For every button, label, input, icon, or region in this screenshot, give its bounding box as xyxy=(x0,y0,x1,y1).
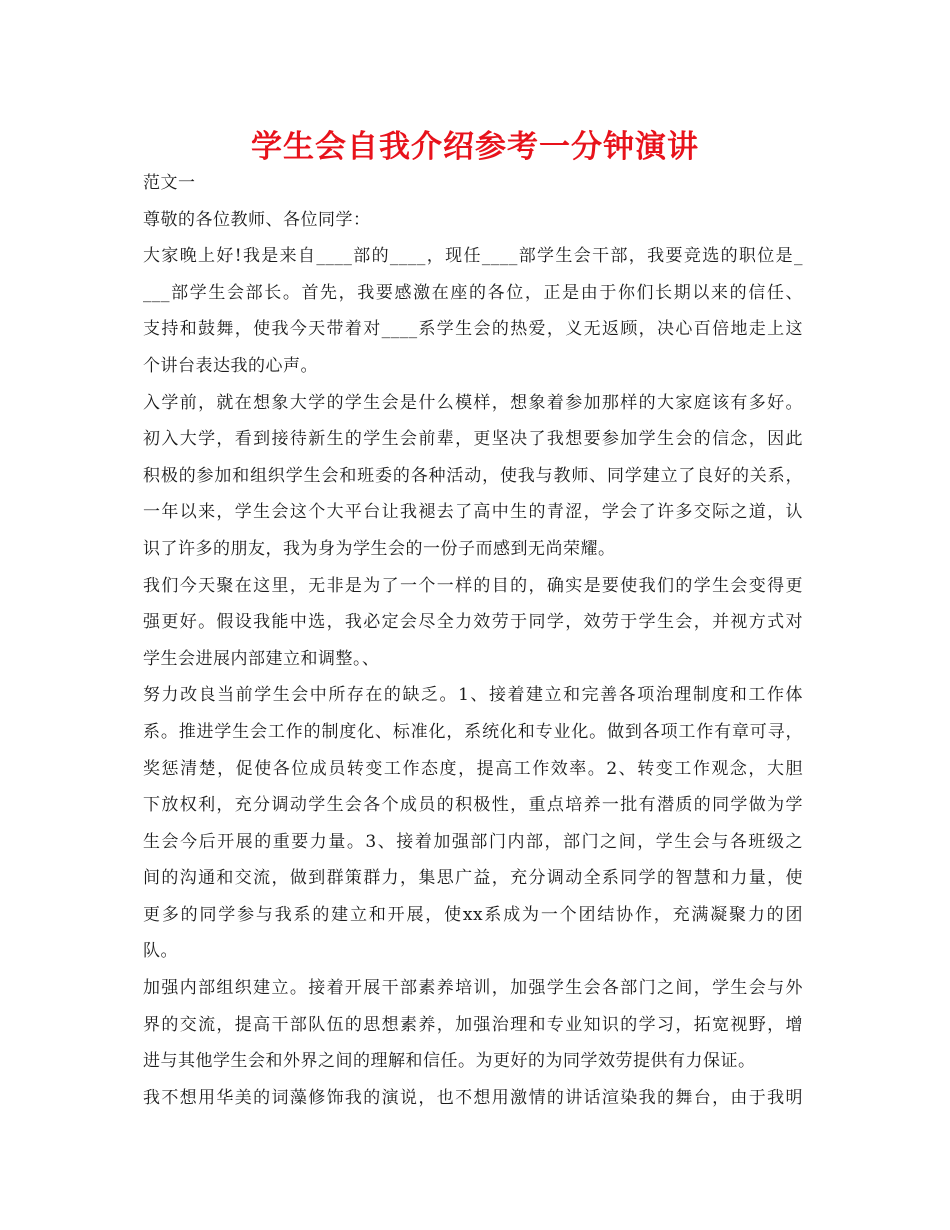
text-line: 系。推进学生会工作的制度化、标准化，系统化和专业化。做到各项工作有章可寻， xyxy=(143,721,803,742)
text-line: 进与其他学生会和外界之间的理解和信任。为更好的为同学效劳提供有力保证。 xyxy=(143,1051,756,1072)
text-line: 努力改良当前学生会中所存在的缺乏。1、接着建立和完善各项治理制度和工作体 xyxy=(143,685,803,706)
text-line: 识了许多的朋友，我为身为学生会的一份子而感到无尚荣耀。 xyxy=(143,538,616,559)
document-body xyxy=(143,165,803,1116)
text-line: 初入大学，看到接待新生的学生会前辈，更坚决了我想要参加学生会的信念，因此 xyxy=(143,429,803,450)
text-line: 大家晚上好!我是来自____部的____，现任____部学生会干部，我要竞选的职位是_ xyxy=(143,246,803,267)
text-line: 个讲台表达我的心声。 xyxy=(143,355,318,376)
text-line: 队。 xyxy=(143,941,178,962)
text-line: 一年以来，学生会这个大平台让我褪去了高中生的青涩，学会了许多交际之道，认 xyxy=(143,502,803,523)
text-line: 尊敬的各位教师、各位同学： xyxy=(143,209,371,230)
text-line: 强更好。假设我能中选，我必定会尽全力效劳于同学，效劳于学生会，并视方式对 xyxy=(143,612,803,633)
text-line: 生会今后开展的重要力量。3、接着加强部门内部，部门之间，学生会与各班级之 xyxy=(143,831,803,852)
text-line: 间的沟通和交流，做到群策群力，集思广益，充分调动全系同学的智慧和力量，使 xyxy=(143,868,803,889)
text-line: 奖惩清楚，促使各位成员转变工作态度，提高工作效率。2、转变工作观念，大胆 xyxy=(143,758,803,779)
text-line: ___部学生会部长。首先，我要感激在座的各位，正是由于你们长期以来的信任、 xyxy=(143,282,803,303)
text-line: 下放权利，充分调动学生会各个成员的积极性，重点培养一批有潜质的同学做为学 xyxy=(143,795,803,816)
text-line: 加强内部组织建立。接着开展干部素养培训，加强学生会各部门之间，学生会与外 xyxy=(143,978,803,999)
text-line: 积极的参加和组织学生会和班委的各种活动，使我与教师、同学建立了良好的关系， xyxy=(143,465,803,486)
text-line: 更多的同学参与我系的建立和开展，使xx系成为一个团结协作，充满凝聚力的团 xyxy=(143,904,803,925)
text-line: 我不想用华美的词藻修饰我的演说，也不想用激情的讲话渲染我的舞台，由于我明 xyxy=(143,1087,803,1108)
text-line: 范文一 xyxy=(143,173,196,193)
text-line: 入学前，就在想象大学的学生会是什么模样，想象着参加那样的大家庭该有多好。 xyxy=(143,392,803,413)
text-line: 我们今天聚在这里，无非是为了一个一样的目的，确实是要使我们的学生会变得更 xyxy=(143,575,803,596)
document-title: 学生会自我介绍参考一分钟演讲 xyxy=(251,129,699,165)
text-line: 界的交流，提高干部队伍的思想素养，加强治理和专业知识的学习，拓宽视野，增 xyxy=(143,1014,803,1035)
text-line: 支持和鼓舞，使我今天带着对____系学生会的热爱，义无返顾，决心百倍地走上这 xyxy=(143,319,803,340)
text-line: 学生会进展内部建立和调整。、 xyxy=(143,648,380,669)
